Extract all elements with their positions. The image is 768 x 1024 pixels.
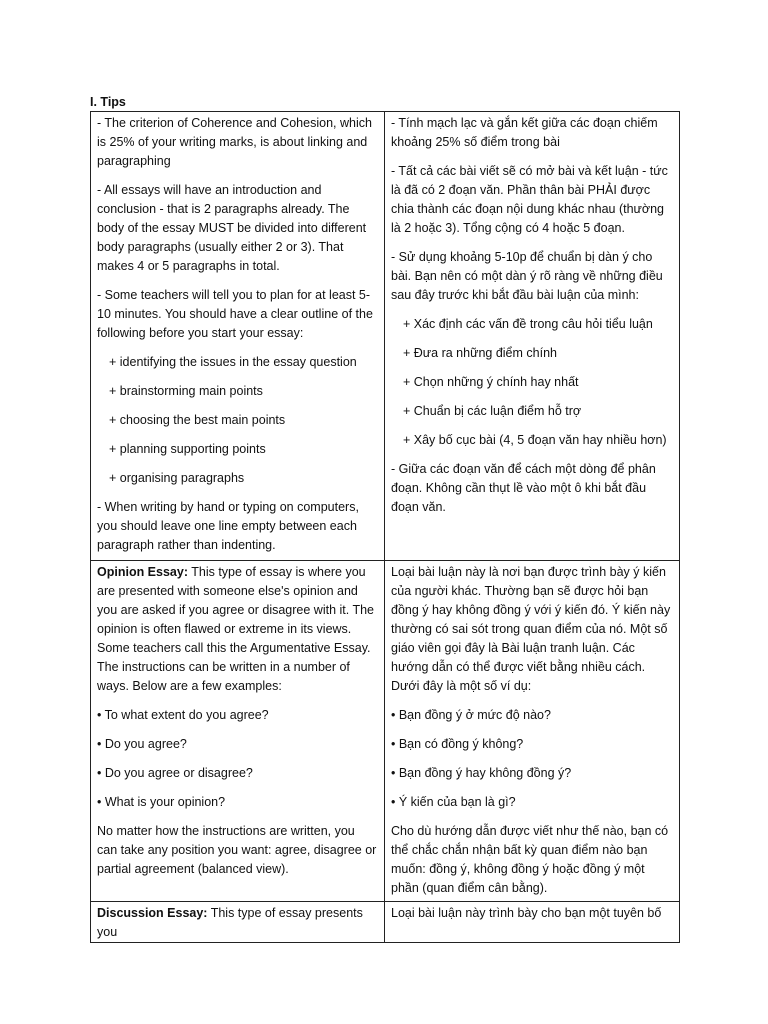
paragraph: - Some teachers will tell you to plan for at least 5-10 minutes. You should have a clear outline of the following before you start your essay:: [97, 288, 373, 340]
list-item: • Ý kiến của bạn là gì?: [391, 795, 516, 809]
essay-type-label: Discussion Essay:: [97, 906, 208, 920]
essay-description: This type of essay presents you: [97, 906, 363, 939]
paragraph: - Tất cả các bài viết sẽ có mở bài và kết luận - tức là đã có 2 đoạn văn. Phần thân bài PHẢI được chia thành các đoạn nội dung khác nhau (thường là 2 hoặc 3). Tổng cộng có 4 hoặc 5 đoạn.: [391, 164, 668, 235]
list-item: • To what extent do you agree?: [97, 708, 269, 722]
paragraph: - The criterion of Coherence and Cohesion, which is 25% of your writing marks, is about linking and paragraphing: [97, 116, 372, 168]
list-item: • Do you agree?: [97, 737, 187, 751]
cell-vietnamese: [385, 902, 680, 943]
table-row: [91, 112, 680, 561]
cell-vietnamese: [385, 112, 680, 561]
paragraph: [97, 904, 378, 942]
list-item: + Đưa ra những điểm chính: [403, 346, 557, 360]
paragraph: - Giữa các đoạn văn để cách một dòng để phân đoạn. Không cần thụt lề vào một ô khi bắt đầu đoạn văn.: [391, 462, 656, 514]
list-item: + Chuẩn bị các luận điểm hỗ trợ: [403, 404, 582, 418]
list-item: + Chọn những ý chính hay nhất: [403, 375, 579, 389]
list-item: + planning supporting points: [109, 442, 266, 456]
list-item: + identifying the issues in the essay question: [109, 355, 357, 369]
table-row: [91, 902, 680, 943]
list-item: • Do you agree or disagree?: [97, 766, 253, 780]
paragraph: Cho dù hướng dẫn được viết như thế nào, bạn có thể chắc chắn nhận bất kỳ quan điểm nào bạn muốn: đồng ý, không đồng ý hoặc đồng ý một phần (quan điểm cân bằng).: [391, 824, 669, 895]
list-item: • Bạn đồng ý hay không đồng ý?: [391, 766, 572, 780]
list-item: + brainstorming main points: [109, 384, 263, 398]
cell-english: [91, 902, 385, 943]
cell-english: [91, 112, 385, 561]
paragraph: Loại bài luận này là nơi bạn được trình bày ý kiến của người khác. Thường bạn sẽ được hỏi bạn đồng ý hay không đồng ý với ý kiến đó. Ý kiến này thường có sai sót trong quan điểm của nó. Một số giáo viên gọi đây là Bài luận tranh luận. Các hướng dẫn có thể được viết bằng nhiều cách. Dưới đây là một số ví dụ:: [391, 565, 671, 693]
paragraph: - All essays will have an introduction and conclusion - that is 2 paragraphs already. The body of the essay MUST be divided into different body paragraphs (usually either 2 or 3). That makes 4 or 5 paragraphs in total.: [97, 183, 367, 273]
tips-table: [90, 111, 680, 943]
paragraph: [97, 563, 378, 696]
essay-type-label: Opinion Essay:: [97, 565, 188, 579]
list-item: + Xây bố cục bài (4, 5 đoạn văn hay nhiều hơn): [403, 433, 667, 447]
list-item: • What is your opinion?: [97, 795, 226, 809]
paragraph: - Tính mạch lạc và gắn kết giữa các đoạn chiếm khoảng 25% số điểm trong bài: [391, 116, 658, 149]
list-item: • Bạn đồng ý ở mức độ nào?: [391, 708, 551, 722]
list-item: + organising paragraphs: [109, 471, 245, 485]
list-item: • Bạn có đồng ý không?: [391, 737, 524, 751]
table-row: [91, 561, 680, 902]
paragraph: No matter how the instructions are written, you can take any position you want: agree, disagree or partial agreement (balanced view).: [97, 824, 377, 876]
cell-english: [91, 561, 385, 902]
paragraph: - Sử dụng khoảng 5-10p để chuẩn bị dàn ý cho bài. Bạn nên có một dàn ý rõ ràng về những điều sau đây trước khi bắt đầu bài luận của mình:: [391, 250, 663, 302]
list-item: + choosing the best main points: [109, 413, 286, 427]
essay-description: This type of essay is where you are presented with someone else's opinion and you are asked if you agree or disagree with it. The opinion is often flawed or extreme in its views. Some teachers call this the Argumentative Essay. The instructions can be written in a number of ways. Below are a few examples:: [97, 565, 375, 693]
paragraph: Loại bài luận này trình bày cho bạn một tuyên bố: [391, 906, 662, 920]
cell-vietnamese: [385, 561, 680, 902]
paragraph: - When writing by hand or typing on computers, you should leave one line empty between each paragraph rather than indenting.: [97, 500, 359, 552]
section-heading: I. Tips: [90, 95, 126, 109]
list-item: + Xác định các vấn đề trong câu hỏi tiểu luận: [403, 317, 653, 331]
